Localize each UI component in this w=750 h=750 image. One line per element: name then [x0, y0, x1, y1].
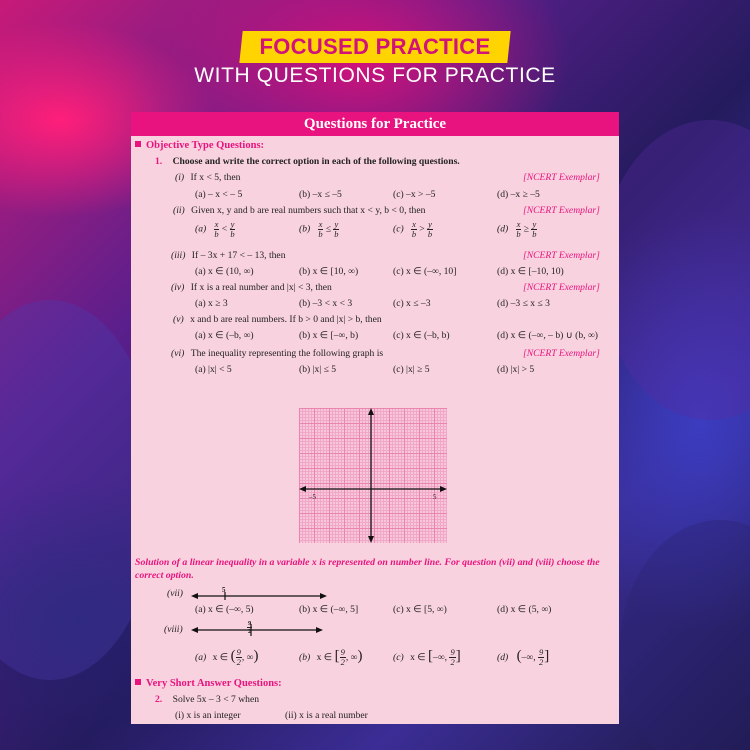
option-d: (d) –x ≥ –5: [497, 189, 540, 200]
bullet-square-icon: [135, 141, 141, 147]
page-header: Questions for Practice: [131, 112, 619, 136]
subquestion-label: (i): [175, 172, 185, 183]
option-b: (b) –3 < x < 3: [299, 298, 353, 309]
ncert-reference: [NCERT Exemplar]: [523, 250, 600, 261]
number-line-point: $\frac{9}{2}$: [248, 620, 252, 635]
question-number: 1.: [155, 156, 163, 167]
option-c: (c) x ∈ [5, ∞): [393, 604, 447, 615]
option-d: (d) (–∞, $\frac{9}{2}$ ]: [497, 647, 550, 668]
option-a: (a) x ∈ (10, ∞): [195, 266, 254, 277]
subquestion-label: (ii): [173, 205, 185, 216]
question-text: Solve 5x – 3 < 7 when: [172, 694, 260, 705]
option-c: (c) $\frac{x}{b}$ > $\frac{y}{b}$: [393, 219, 433, 239]
subquestion-stem: If x < 5, then: [190, 172, 241, 183]
option-d: (d) $\frac{x}{b}$ ≥ $\frac{y}{b}$: [497, 219, 537, 239]
option-d: (d) x ∈ [–10, 10): [497, 266, 564, 277]
option-a: (a) x ≥ 3: [195, 298, 228, 309]
banner-subtitle: WITH QUESTIONS FOR PRACTICE: [194, 64, 556, 87]
option-a: (a) $\frac{x}{b}$ < $\frac{y}{b}$: [195, 219, 235, 239]
background-swirl: [600, 120, 750, 420]
option-d: (d) x ∈ (5, ∞): [497, 604, 552, 615]
question-number: 2.: [155, 694, 163, 705]
ncert-reference: [NCERT Exemplar]: [523, 348, 600, 359]
subquestion-stem: x and b are real numbers. If b > 0 and |x| > b, then: [190, 314, 382, 325]
option-d: (d) –3 ≤ x ≤ 3: [497, 298, 550, 309]
graph-tick-label: 5: [433, 493, 437, 501]
subquestion-ii: [173, 205, 425, 216]
subquestion-stem: If x is a real number and |x| < 3, then: [190, 282, 332, 293]
option-b: (b) x ∈ (–∞, 5]: [299, 604, 359, 615]
subquestion-iii: [171, 250, 286, 261]
question-1: [155, 156, 460, 167]
subquestion-viii-label: (viii): [164, 624, 183, 635]
subquestion-iv: [171, 282, 332, 293]
option-d: (d) |x| > 5: [497, 364, 535, 375]
ncert-reference: [NCERT Exemplar]: [523, 282, 600, 293]
option-b: (b) –x ≤ –5: [299, 189, 342, 200]
subquestion-vii-label: (vii): [167, 588, 183, 599]
section-heading-objective: [135, 140, 264, 151]
banner-title: FOCUSED PRACTICE: [259, 34, 491, 59]
subquestion-label: (vi): [171, 348, 185, 359]
option-b: (b) |x| ≤ 5: [299, 364, 337, 375]
graph-axes: [299, 408, 447, 543]
section-heading-short-answer: [135, 678, 282, 689]
subquestion-label: (iii): [171, 250, 186, 261]
option-c: (c) x ∈ (–b, b): [393, 330, 450, 341]
number-line-viii: [191, 618, 331, 642]
question-2: [155, 694, 259, 705]
worksheet-page: [131, 112, 619, 724]
option-c: (c) x ∈ (–∞, 10]: [393, 266, 457, 277]
option-b: (b) x ∈ [–∞, b): [299, 330, 359, 341]
option-a: (a) x ∈ ( $\frac{9}{2}$ , ∞): [195, 647, 259, 668]
option-b: (b) $\frac{x}{b}$ ≤ $\frac{y}{b}$: [299, 219, 339, 239]
option-b: (b) x ∈ [10, ∞): [299, 266, 359, 277]
option-a: (a) – x < – 5: [195, 189, 243, 200]
subquestion-stem: Given x, y and b are real numbers such that x < y, b < 0, then: [191, 205, 426, 216]
subquestion-vi: [171, 348, 383, 359]
ncert-reference: [NCERT Exemplar]: [523, 172, 600, 183]
ncert-reference: [NCERT Exemplar]: [523, 205, 600, 216]
subquestion-stem: If – 3x + 17 < – 13, then: [191, 250, 286, 261]
subquestion-label: (iv): [171, 282, 185, 293]
option-a: (a) x ∈ (–b, ∞): [195, 330, 254, 341]
q2-part-i: (i) x is an integer: [175, 710, 241, 721]
option-c: (c) –x > –5: [393, 189, 436, 200]
background-swirl: [620, 520, 750, 750]
subquestion-stem: The inequality representing the following graph is: [190, 348, 384, 359]
option-a: (a) x ∈ (–∞, 5): [195, 604, 254, 615]
option-d: (d) x ∈ (–∞, – b) ∪ (b, ∞): [497, 330, 598, 341]
subquestion-v: [173, 314, 382, 325]
number-line-point: 5: [222, 586, 226, 594]
bullet-square-icon: [135, 679, 141, 685]
graph-tick-label: –5: [309, 493, 316, 501]
subquestion-i: [175, 172, 240, 183]
section-heading-text: Objective Type Questions:: [146, 140, 265, 151]
option-c: (c) |x| ≥ 5: [393, 364, 430, 375]
section-heading-text: Very Short Answer Questions:: [146, 678, 282, 689]
q2-part-ii: (ii) x is a real number: [285, 710, 368, 721]
question-text: Choose and write the correct option in each of the following questions.: [172, 156, 460, 167]
solution-note: Solution of a linear inequality in a variable x is represented on number line. For question (vii) and (viii) choose the correct option.: [135, 557, 600, 581]
option-c: (c) x ∈ [–∞, $\frac{9}{2}$ ]: [393, 647, 461, 668]
option-b: (b) x ∈ [ $\frac{9}{2}$ , ∞): [299, 647, 363, 668]
option-a: (a) |x| < 5: [195, 364, 232, 375]
option-c: (c) x ≤ –3: [393, 298, 431, 309]
subquestion-label: (v): [173, 314, 184, 325]
